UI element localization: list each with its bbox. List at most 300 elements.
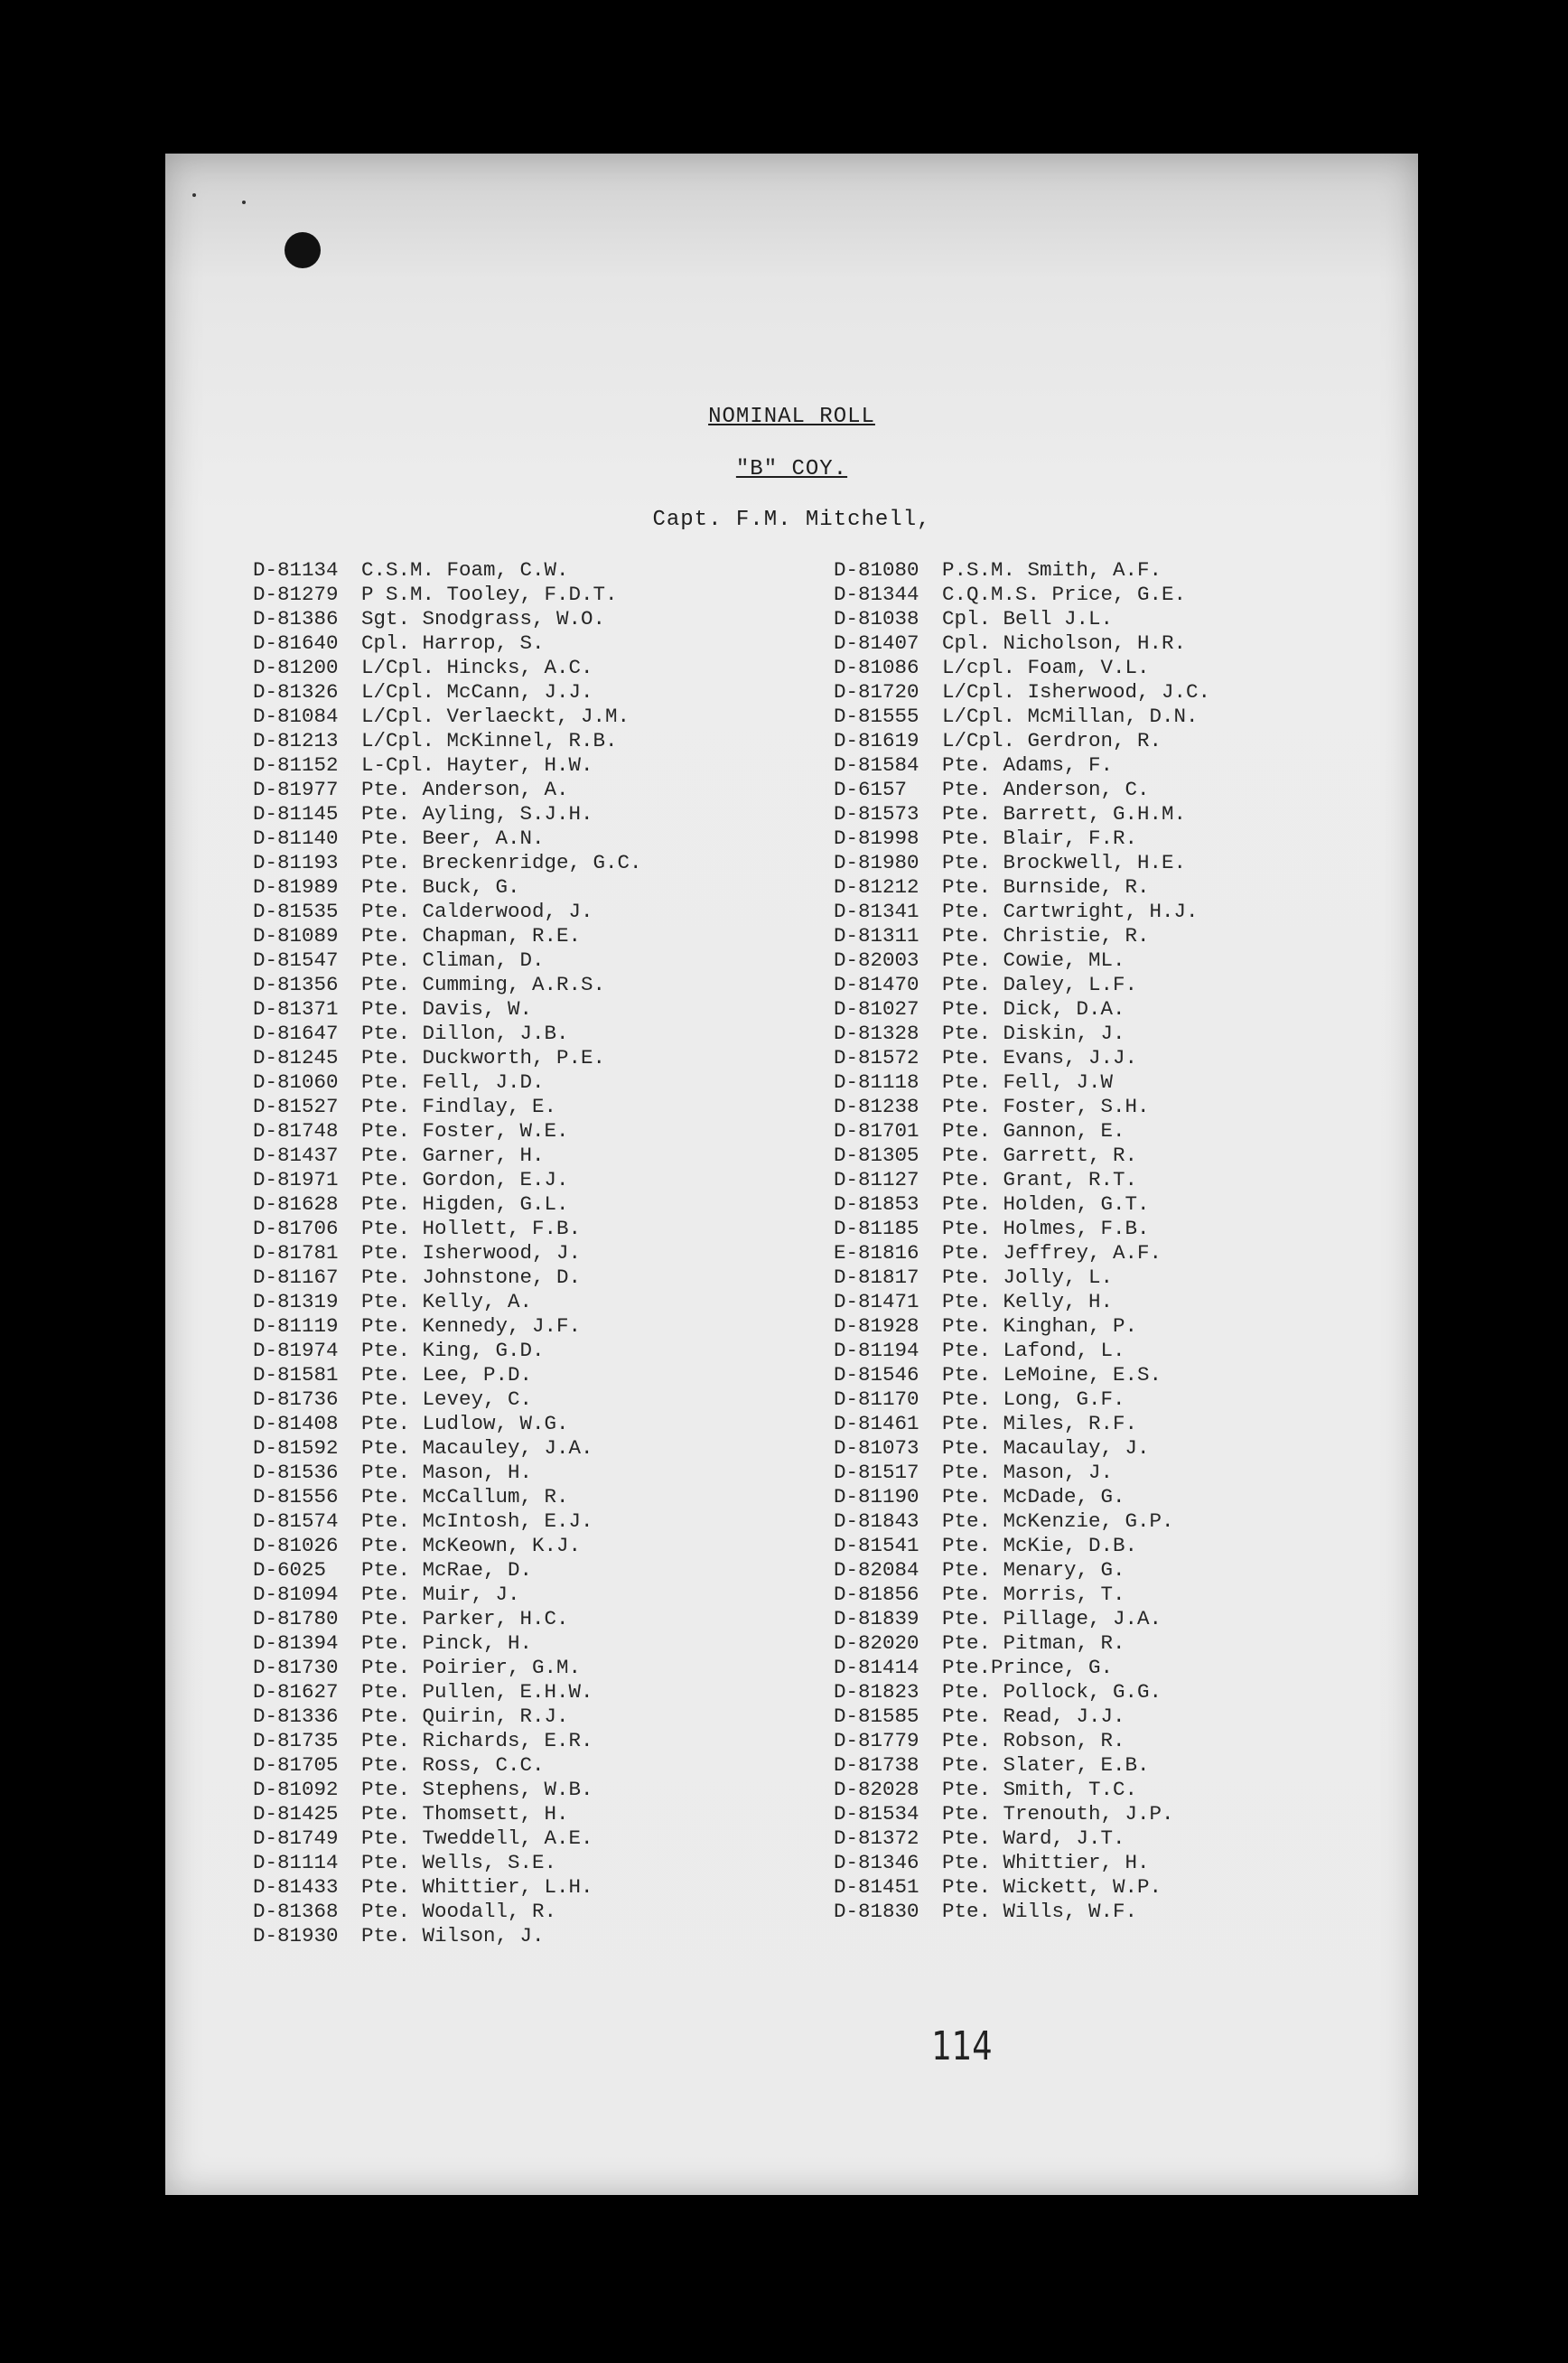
rank-and-name: Pte. McRae, D. — [361, 1558, 533, 1582]
service-number: D-81038 — [834, 607, 919, 630]
roll-entry — [253, 583, 642, 607]
roll-entry — [253, 1363, 642, 1387]
left-roll-column — [253, 558, 642, 1948]
document-title: NOMINAL ROLL — [708, 405, 875, 429]
roll-entry — [253, 1022, 642, 1046]
punch-hole — [285, 232, 321, 268]
service-number: D-81118 — [834, 1070, 919, 1094]
rank-and-name: Pte. Kinghan, P. — [942, 1314, 1138, 1338]
roll-entry — [253, 680, 642, 705]
service-number: E-81816 — [834, 1241, 919, 1265]
service-number: D-81779 — [834, 1729, 919, 1752]
roll-entry — [834, 1534, 1210, 1558]
roll-entry — [834, 802, 1210, 827]
roll-entry — [834, 753, 1210, 778]
service-number: D-81372 — [834, 1826, 919, 1850]
service-number: D-81974 — [253, 1339, 339, 1362]
roll-entry — [834, 1022, 1210, 1046]
rank-and-name: Pte. Robson, R. — [942, 1729, 1125, 1752]
service-number: D-81407 — [834, 631, 919, 655]
roll-entry — [253, 1631, 642, 1656]
service-number: D-81437 — [253, 1144, 339, 1167]
service-number: D-81326 — [253, 680, 339, 704]
service-number: D-81817 — [834, 1266, 919, 1289]
rank-and-name: Pte. Pullen, E.H.W. — [361, 1680, 593, 1704]
rank-and-name: Pte. Chapman, R.E. — [361, 924, 582, 948]
rank-and-name: L/Cpl. McKinnel, R.B. — [361, 729, 618, 752]
rank-and-name: L/Cpl. McCann, J.J. — [361, 680, 593, 704]
roll-entry — [834, 924, 1210, 948]
rank-and-name: Pte. Poirier, G.M. — [361, 1656, 582, 1679]
rank-and-name: Pte. Fell, J.D. — [361, 1070, 545, 1094]
service-number: D-81344 — [834, 583, 919, 606]
roll-entry — [253, 1436, 642, 1461]
service-number: D-81853 — [834, 1192, 919, 1216]
service-number: D-81336 — [253, 1705, 339, 1728]
roll-entry — [253, 607, 642, 631]
rank-and-name: Pte. Duckworth, P.E. — [361, 1046, 606, 1069]
roll-entry — [253, 1558, 642, 1583]
rank-and-name: Pte. Pollock, G.G. — [942, 1680, 1162, 1704]
rank-and-name: Pte. Wells, S.E. — [361, 1851, 557, 1874]
service-number: D-81971 — [253, 1168, 339, 1191]
service-number: D-81928 — [834, 1314, 919, 1338]
roll-entry — [253, 924, 642, 948]
service-number: D-82020 — [834, 1631, 919, 1655]
roll-entry — [834, 778, 1210, 802]
rank-and-name: Pte. Climan, D. — [361, 948, 545, 972]
rank-and-name: Pte. Adams, F. — [942, 753, 1114, 777]
roll-entry — [253, 1729, 642, 1753]
rank-and-name: Pte. Davis, W. — [361, 997, 533, 1021]
roll-entry — [253, 1680, 642, 1705]
roll-entry — [253, 1900, 642, 1924]
service-number: D-81546 — [834, 1363, 919, 1387]
service-number: D-6025 — [253, 1558, 327, 1582]
rank-and-name: Pte. McCallum, R. — [361, 1485, 569, 1508]
service-number: D-81535 — [253, 900, 339, 923]
rank-and-name: Pte. Dick, D.A. — [942, 997, 1125, 1021]
rank-and-name: Pte. Calderwood, J. — [361, 900, 593, 923]
roll-entry — [834, 1290, 1210, 1314]
rank-and-name: Pte.Prince, G. — [942, 1656, 1114, 1679]
service-number: D-81305 — [834, 1144, 919, 1167]
service-number: D-81073 — [834, 1436, 919, 1460]
service-number: D-81781 — [253, 1241, 339, 1265]
rank-and-name: Pte. McKenzie, G.P. — [942, 1509, 1174, 1533]
roll-entry — [253, 1875, 642, 1900]
paper-speck — [192, 193, 196, 197]
rank-and-name: Pte. Daley, L.F. — [942, 973, 1138, 996]
rank-and-name: Pte. Stephens, W.B. — [361, 1778, 593, 1801]
service-number: D-81134 — [253, 558, 339, 582]
service-number: D-81730 — [253, 1656, 339, 1679]
rank-and-name: Pte. Quirin, R.J. — [361, 1705, 569, 1728]
folio-number: 114 — [931, 2023, 993, 2069]
rank-and-name: Pte. Cumming, A.R.S. — [361, 973, 606, 996]
rank-and-name: Pte. Christie, R. — [942, 924, 1150, 948]
roll-entry — [253, 1851, 642, 1875]
service-number: D-81823 — [834, 1680, 919, 1704]
service-number: D-81706 — [253, 1217, 339, 1240]
roll-entry — [834, 705, 1210, 729]
service-number: D-81527 — [253, 1095, 339, 1118]
roll-entry — [253, 1753, 642, 1778]
rank-and-name: Pte. Thomsett, H. — [361, 1802, 569, 1826]
rank-and-name: L/Cpl. Isherwood, J.C. — [942, 680, 1211, 704]
service-number: D-81749 — [253, 1826, 339, 1850]
service-number: D-81556 — [253, 1485, 339, 1508]
rank-and-name: Pte. Ross, C.C. — [361, 1753, 545, 1777]
roll-entry — [834, 1802, 1210, 1826]
rank-and-name: Pte. King, G.D. — [361, 1339, 545, 1362]
service-number: D-81977 — [253, 778, 339, 801]
rank-and-name: Pte. Grant, R.T. — [942, 1168, 1138, 1191]
rank-and-name: Cpl. Nicholson, H.R. — [942, 631, 1187, 655]
roll-entry — [834, 1875, 1210, 1900]
service-number: D-81619 — [834, 729, 919, 752]
roll-entry — [834, 1119, 1210, 1144]
rank-and-name: Pte. Richards, E.R. — [361, 1729, 593, 1752]
roll-entry — [253, 1095, 642, 1119]
roll-entry — [834, 900, 1210, 924]
service-number: D-81780 — [253, 1607, 339, 1630]
rank-and-name: Pte. Mason, J. — [942, 1461, 1114, 1484]
service-number: D-81152 — [253, 753, 339, 777]
roll-entry — [253, 973, 642, 997]
service-number: D-81585 — [834, 1705, 919, 1728]
rank-and-name: Pte. Wills, W.F. — [942, 1900, 1138, 1923]
service-number: D-82028 — [834, 1778, 919, 1801]
roll-entry — [834, 1509, 1210, 1534]
service-number: D-81628 — [253, 1192, 339, 1216]
roll-entry — [253, 1826, 642, 1851]
roll-entry — [253, 1656, 642, 1680]
service-number: D-81368 — [253, 1900, 339, 1923]
rank-and-name: Pte. Levey, C. — [361, 1387, 533, 1411]
rank-and-name: L/Cpl. Hincks, A.C. — [361, 656, 593, 679]
roll-entry — [253, 875, 642, 900]
service-number: D-81573 — [834, 802, 919, 826]
roll-entry — [834, 1070, 1210, 1095]
rank-and-name: Cpl. Bell J.L. — [942, 607, 1114, 630]
roll-entry — [834, 1266, 1210, 1290]
rank-and-name: Cpl. Harrop, S. — [361, 631, 545, 655]
roll-entry — [253, 1705, 642, 1729]
rank-and-name: Pte. Pitman, R. — [942, 1631, 1125, 1655]
roll-entry — [253, 1485, 642, 1509]
roll-entry — [834, 1168, 1210, 1192]
rank-and-name: Pte. Smith, T.C. — [942, 1778, 1138, 1801]
roll-entry — [253, 753, 642, 778]
rank-and-name: Pte. Tweddell, A.E. — [361, 1826, 593, 1850]
service-number: D-81930 — [253, 1924, 339, 1947]
roll-entry — [253, 656, 642, 680]
service-number: D-81185 — [834, 1217, 919, 1240]
rank-and-name: Pte. Garrett, R. — [942, 1144, 1138, 1167]
service-number: D-81279 — [253, 583, 339, 606]
service-number: D-81705 — [253, 1753, 339, 1777]
rank-and-name: L/Cpl. Gerdron, R. — [942, 729, 1162, 752]
rank-and-name: Pte. LeMoine, E.S. — [942, 1363, 1162, 1387]
roll-entry — [253, 1290, 642, 1314]
right-roll-column — [834, 558, 1210, 1924]
roll-entry — [253, 1802, 642, 1826]
rank-and-name: Pte. Wilson, J. — [361, 1924, 545, 1947]
service-number: D-81346 — [834, 1851, 919, 1874]
service-number: D-81856 — [834, 1583, 919, 1606]
roll-entry — [834, 1631, 1210, 1656]
roll-entry — [834, 729, 1210, 753]
rank-and-name: Sgt. Snodgrass, W.O. — [361, 607, 606, 630]
service-number: D-81060 — [253, 1070, 339, 1094]
roll-entry — [834, 1387, 1210, 1412]
service-number: D-81592 — [253, 1436, 339, 1460]
service-number: D-81356 — [253, 973, 339, 996]
roll-entry — [253, 1583, 642, 1607]
roll-entry — [834, 631, 1210, 656]
roll-entry — [253, 1217, 642, 1241]
roll-entry — [834, 1900, 1210, 1924]
service-number: D-81119 — [253, 1314, 339, 1338]
roll-entry — [253, 778, 642, 802]
roll-entry — [834, 1778, 1210, 1802]
rank-and-name: Pte. McIntosh, E.J. — [361, 1509, 593, 1533]
roll-entry — [834, 607, 1210, 631]
roll-entry — [834, 973, 1210, 997]
service-number: D-81094 — [253, 1583, 339, 1606]
rank-and-name: Pte. Foster, W.E. — [361, 1119, 569, 1143]
rank-and-name: Pte. McDade, G. — [942, 1485, 1125, 1508]
service-number: D-82003 — [834, 948, 919, 972]
service-number: D-81572 — [834, 1046, 919, 1069]
rank-and-name: Pte. Kelly, A. — [361, 1290, 533, 1313]
rank-and-name: Pte. Read, J.J. — [942, 1705, 1125, 1728]
roll-entry — [253, 1192, 642, 1217]
service-number: D-81536 — [253, 1461, 339, 1484]
service-number: D-81311 — [834, 924, 919, 948]
service-number: D-81194 — [834, 1339, 919, 1362]
service-number: D-81647 — [253, 1022, 339, 1045]
rank-and-name: Pte. Woodall, R. — [361, 1900, 557, 1923]
service-number: D-81980 — [834, 851, 919, 874]
service-number: D-81998 — [834, 827, 919, 850]
service-number: D-81328 — [834, 1022, 919, 1045]
rank-and-name: Pte. Foster, S.H. — [942, 1095, 1150, 1118]
rank-and-name: Pte. Lafond, L. — [942, 1339, 1125, 1362]
rank-and-name: Pte. Hollett, F.B. — [361, 1217, 582, 1240]
roll-entry — [253, 1314, 642, 1339]
service-number: D-81213 — [253, 729, 339, 752]
rank-and-name: Pte. Whittier, H. — [942, 1851, 1150, 1874]
document-page — [165, 154, 1418, 2195]
roll-entry — [834, 1705, 1210, 1729]
service-number: D-81748 — [253, 1119, 339, 1143]
roll-entry — [834, 1436, 1210, 1461]
paper-speck — [242, 201, 246, 204]
service-number: D-81341 — [834, 900, 919, 923]
rank-and-name: C.Q.M.S. Price, G.E. — [942, 583, 1187, 606]
roll-entry — [253, 1168, 642, 1192]
service-number: D-81735 — [253, 1729, 339, 1752]
service-number: D-81140 — [253, 827, 339, 850]
roll-entry — [834, 1558, 1210, 1583]
rank-and-name: Pte. Barrett, G.H.M. — [942, 802, 1187, 826]
roll-entry — [834, 680, 1210, 705]
service-number: D-81989 — [253, 875, 339, 899]
service-number: D-81451 — [834, 1875, 919, 1899]
rank-and-name: Pte. Ludlow, W.G. — [361, 1412, 569, 1435]
roll-entry — [834, 1485, 1210, 1509]
rank-and-name: Pte. Cowie, ML. — [942, 948, 1125, 972]
roll-entry — [253, 997, 642, 1022]
roll-entry — [834, 851, 1210, 875]
service-number: D-81541 — [834, 1534, 919, 1557]
rank-and-name: Pte. Gordon, E.J. — [361, 1168, 569, 1191]
rank-and-name: Pte. Holden, G.T. — [942, 1192, 1150, 1216]
rank-and-name: Pte. Macaulay, J. — [942, 1436, 1150, 1460]
roll-entry — [253, 1241, 642, 1266]
rank-and-name: Pte. Trenouth, J.P. — [942, 1802, 1174, 1826]
rank-and-name: Pte. Ayling, S.J.H. — [361, 802, 593, 826]
service-number: D-81167 — [253, 1266, 339, 1289]
roll-entry — [253, 558, 642, 583]
service-number: D-81145 — [253, 802, 339, 826]
rank-and-name: Pte. Macauley, J.A. — [361, 1436, 593, 1460]
roll-entry — [834, 1826, 1210, 1851]
rank-and-name: Pte. Parker, H.C. — [361, 1607, 569, 1630]
service-number: D-81386 — [253, 607, 339, 630]
company-heading: "B" COY. — [735, 457, 848, 481]
roll-entry — [834, 1607, 1210, 1631]
service-number: D-81720 — [834, 680, 919, 704]
rank-and-name: Pte. Mason, H. — [361, 1461, 533, 1484]
service-number: D-81574 — [253, 1509, 339, 1533]
service-number: D-81584 — [834, 753, 919, 777]
service-number: D-81627 — [253, 1680, 339, 1704]
roll-entry — [834, 1461, 1210, 1485]
roll-entry — [253, 1339, 642, 1363]
rank-and-name: Pte. Isherwood, J. — [361, 1241, 582, 1265]
roll-entry — [834, 558, 1210, 583]
rank-and-name: L/Cpl. Verlaeckt, J.M. — [361, 705, 630, 728]
rank-and-name: Pte. Miles, R.F. — [942, 1412, 1138, 1435]
service-number: D-81701 — [834, 1119, 919, 1143]
roll-entry — [834, 1680, 1210, 1705]
rank-and-name: Pte. McKie, D.B. — [942, 1534, 1138, 1557]
service-number: D-81394 — [253, 1631, 339, 1655]
service-number: D-81738 — [834, 1753, 919, 1777]
roll-entry — [253, 851, 642, 875]
roll-entry — [253, 1607, 642, 1631]
rank-and-name: Pte. Menary, G. — [942, 1558, 1125, 1582]
roll-entry — [253, 948, 642, 973]
roll-entry — [253, 1412, 642, 1436]
service-number: D-81640 — [253, 631, 339, 655]
roll-entry — [253, 827, 642, 851]
roll-entry — [253, 1070, 642, 1095]
service-number: D-81319 — [253, 1290, 339, 1313]
roll-entry — [834, 1851, 1210, 1875]
service-number: D-81425 — [253, 1802, 339, 1826]
rank-and-name: Pte. Higden, G.L. — [361, 1192, 569, 1216]
rank-and-name: Pte. Pinck, H. — [361, 1631, 533, 1655]
service-number: D-81470 — [834, 973, 919, 996]
service-number: D-81027 — [834, 997, 919, 1021]
service-number: D-81238 — [834, 1095, 919, 1118]
rank-and-name: Pte. Burnside, R. — [942, 875, 1150, 899]
rank-and-name: Pte. Long, G.F. — [942, 1387, 1125, 1411]
rank-and-name: P.S.M. Smith, A.F. — [942, 558, 1162, 582]
service-number: D-81517 — [834, 1461, 919, 1484]
rank-and-name: Pte. Dillon, J.B. — [361, 1022, 569, 1045]
rank-and-name: Pte. Garner, H. — [361, 1144, 545, 1167]
rank-and-name: Pte. Slater, E.B. — [942, 1753, 1150, 1777]
rank-and-name: Pte. Evans, J.J. — [942, 1046, 1138, 1069]
roll-entry — [834, 1241, 1210, 1266]
rank-and-name: Pte. Brockwell, H.E. — [942, 851, 1187, 874]
rank-and-name: Pte. Holmes, F.B. — [942, 1217, 1150, 1240]
service-number: D-81084 — [253, 705, 339, 728]
rank-and-name: Pte. Diskin, J. — [942, 1022, 1125, 1045]
roll-entry — [253, 705, 642, 729]
rank-and-name: Pte. Cartwright, H.J. — [942, 900, 1199, 923]
service-number: D-81581 — [253, 1363, 339, 1387]
roll-entry — [834, 1144, 1210, 1168]
roll-entry — [834, 1095, 1210, 1119]
roll-entry — [834, 827, 1210, 851]
roll-entry — [834, 1046, 1210, 1070]
roll-entry — [253, 1266, 642, 1290]
rank-and-name: L/Cpl. McMillan, D.N. — [942, 705, 1199, 728]
rank-and-name: Pte. Kennedy, J.F. — [361, 1314, 582, 1338]
service-number: D-81092 — [253, 1778, 339, 1801]
roll-entry — [253, 1461, 642, 1485]
roll-entry — [834, 1217, 1210, 1241]
rank-and-name: Pte. Kelly, H. — [942, 1290, 1114, 1313]
roll-entry — [834, 583, 1210, 607]
roll-entry — [253, 729, 642, 753]
roll-entry — [253, 900, 642, 924]
rank-and-name: Pte. Pillage, J.A. — [942, 1607, 1162, 1630]
service-number: D-81534 — [834, 1802, 919, 1826]
rank-and-name: Pte. Morris, T. — [942, 1583, 1125, 1606]
roll-entry — [834, 997, 1210, 1022]
roll-entry — [834, 1192, 1210, 1217]
service-number: D-81736 — [253, 1387, 339, 1411]
service-number: D-81471 — [834, 1290, 919, 1313]
service-number: D-81080 — [834, 558, 919, 582]
service-number: D-81461 — [834, 1412, 919, 1435]
rank-and-name: Pte. Fell, J.W — [942, 1070, 1114, 1094]
service-number: D-81114 — [253, 1851, 339, 1874]
service-number: D-6157 — [834, 778, 908, 801]
rank-and-name: Pte. Wickett, W.P. — [942, 1875, 1162, 1899]
roll-entry — [253, 1119, 642, 1144]
service-number: D-81830 — [834, 1900, 919, 1923]
service-number: D-81839 — [834, 1607, 919, 1630]
service-number: D-81414 — [834, 1656, 919, 1679]
rank-and-name: Pte. Jolly, L. — [942, 1266, 1114, 1289]
roll-entry — [253, 1534, 642, 1558]
roll-entry — [834, 1363, 1210, 1387]
service-number: D-81433 — [253, 1875, 339, 1899]
roll-entry — [253, 1924, 642, 1948]
roll-entry — [253, 1778, 642, 1802]
rank-and-name: L/cpl. Foam, V.L. — [942, 656, 1150, 679]
roll-entry — [253, 1144, 642, 1168]
rank-and-name: Pte. Blair, F.R. — [942, 827, 1138, 850]
